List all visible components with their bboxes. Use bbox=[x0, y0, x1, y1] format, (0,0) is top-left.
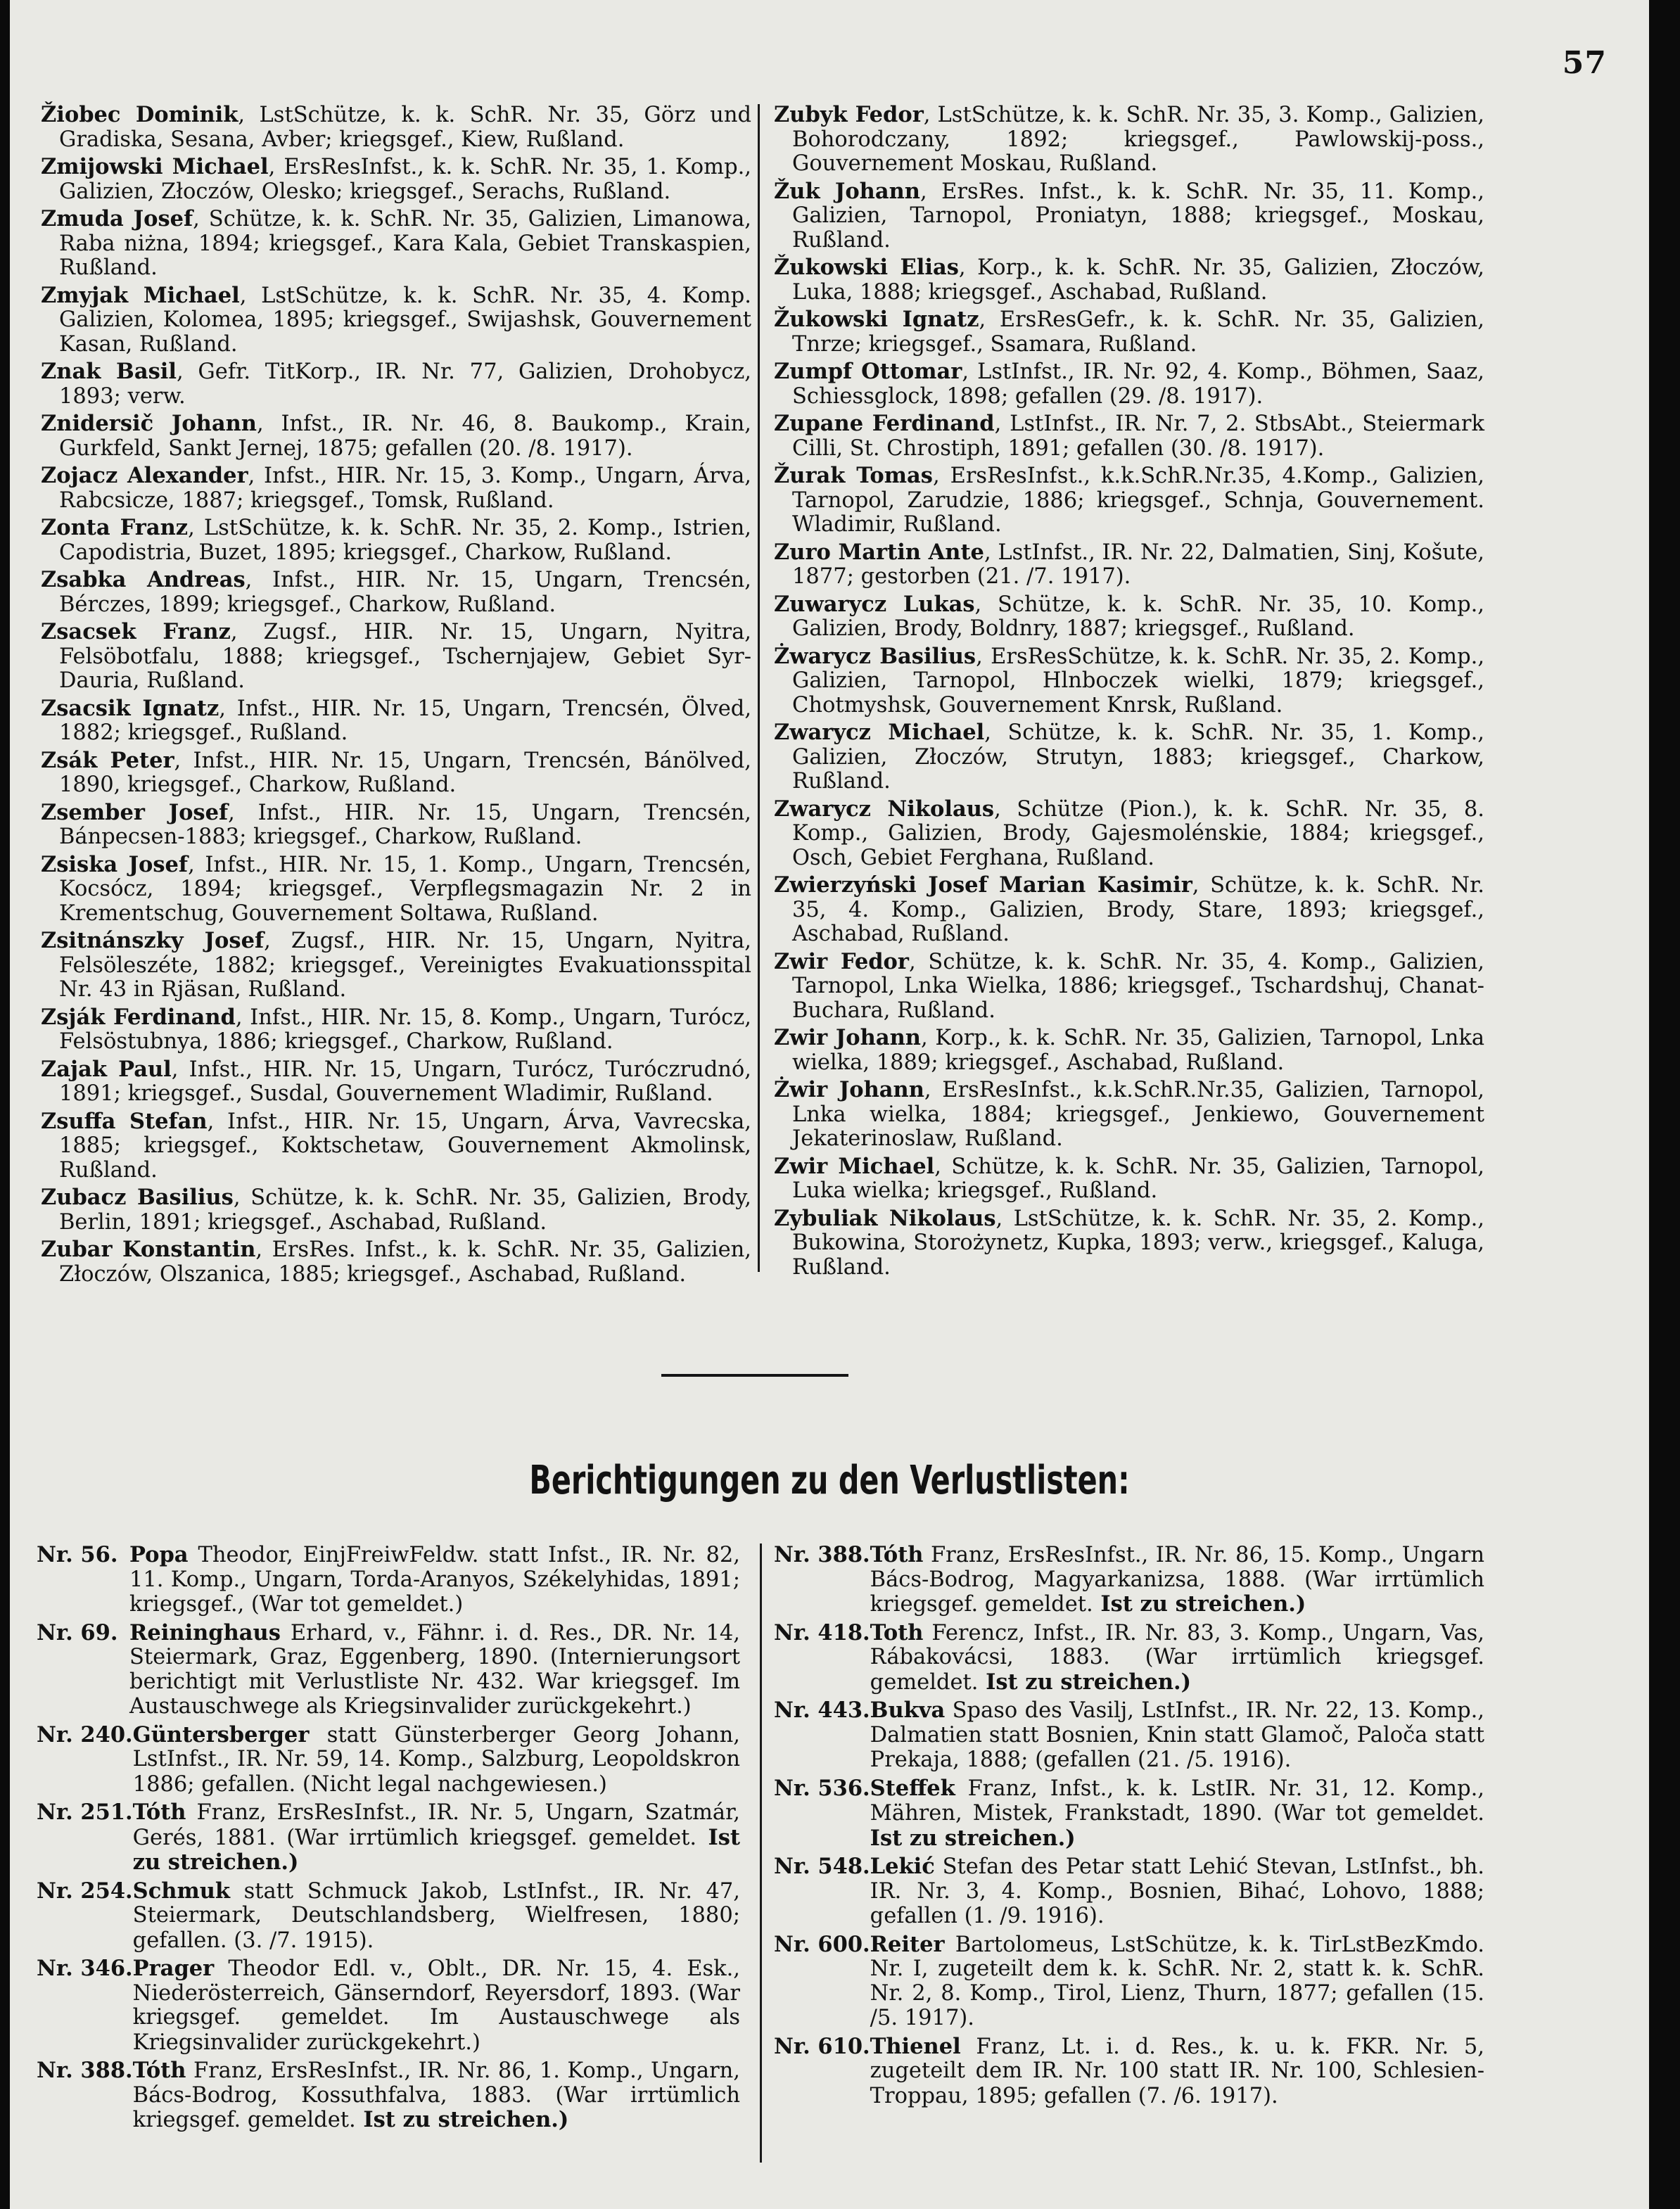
casualty-entry bbox=[41, 1109, 751, 1183]
entry-name: Zsember Josef bbox=[41, 799, 229, 825]
correction-list-number: Nr. 346. bbox=[37, 1956, 133, 1981]
correction-details: Franz, ErsResInfst., IR. Nr. 86, 15. Komp., Ungarn Bács-Bodrog, Magyarkanizsa, 1888. (War irrtümlich kriegsgef. gemeldet. bbox=[870, 1543, 1484, 1617]
correction-name: Lekić bbox=[870, 1854, 935, 1879]
entry-name: Žukowski Ignatz bbox=[774, 307, 979, 332]
correction-name: Steffek bbox=[870, 1775, 955, 1801]
correction-entry bbox=[774, 2035, 1484, 2109]
casualty-entry bbox=[774, 644, 1484, 718]
casualty-entry bbox=[774, 592, 1484, 642]
casualty-entry bbox=[774, 103, 1484, 177]
entry-name: Żwir Johann bbox=[774, 1077, 924, 1102]
correction-details: Bartolomeus, LstSchütze, k. k. TirLstBezKmdo. Nr. I, zugeteilt dem k. k. SchR. Nr. 2, statt k. k. SchR. Nr. 2, 8. Komp., Tirol, Lienz, Thurn, 1877; gefallen (15. /5. 1917). bbox=[870, 1932, 1484, 2030]
correction-details: Franz, ErsResInfst., IR. Nr. 5, Ungarn, Szatmár, Gerés, 1881. (War irrtümlich kriegsgef. gemeldet. bbox=[132, 1800, 740, 1850]
casualty-entry bbox=[41, 749, 751, 798]
entry-name: Zojacz Alexander bbox=[41, 463, 248, 488]
entry-name: Zsuffa Stefan bbox=[41, 1108, 208, 1134]
corrections-left-column bbox=[37, 1543, 740, 2137]
entry-details: , Schütze, k. k. SchR. Nr. 35, 1. Komp., Galizien, Złoczów, Strutyn, 1883; kriegsgef., Charkow, Rußland. bbox=[792, 720, 1485, 794]
entry-details: , Infst., HIR. Nr. 15, 8. Komp., Ungarn, Turócz, Felsöstubnya, 1886; kriegsgef., Charkow, Rußland. bbox=[59, 1005, 751, 1054]
correction-details: Franz, Lt. i. d. Res., k. u. k. FKR. Nr. 5, zugeteilt dem IR. Nr. 100 statt IR. Nr. 100, Schlesien-Troppau, 1895; gefallen (7. /6. 1917). bbox=[870, 2034, 1484, 2108]
correction-list-number: Nr. 388. bbox=[774, 1542, 870, 1567]
casualty-entry bbox=[41, 359, 751, 409]
casualty-entry bbox=[774, 359, 1484, 409]
correction-entry bbox=[774, 1933, 1484, 2031]
entry-name: Zubyk Fedor bbox=[774, 102, 924, 127]
correction-name: Thienel bbox=[870, 2033, 961, 2059]
correction-body bbox=[870, 1854, 1484, 1929]
entry-name: Zsacsik Ignatz bbox=[41, 695, 219, 721]
entry-name: Zonta Franz bbox=[41, 515, 189, 540]
correction-entry bbox=[37, 1543, 740, 1617]
correction-list-number: Nr. 240. bbox=[37, 1721, 133, 1748]
entry-name: Znak Basil bbox=[41, 359, 177, 384]
correction-name: Prager bbox=[132, 1956, 215, 1981]
entry-name: Zmyjak Michael bbox=[41, 282, 240, 308]
casualty-entry bbox=[774, 179, 1484, 253]
correction-name: Bukva bbox=[870, 1698, 946, 1723]
casualty-entry bbox=[41, 516, 751, 565]
correction-details: Erhard, v., Fähnr. i. d. Res., DR. Nr. 14, Steiermark, Graz, Eggenberg, 1890. (Internierungsort berichtigt mit Verlustliste Nr. 432. War kriegsgef. Im Austauschwege als Kriegsinvalider zurückgekehrt.) bbox=[129, 1620, 740, 1719]
correction-note: Ist zu streichen.) bbox=[355, 2107, 569, 2132]
entry-name: Zsják Ferdinand bbox=[41, 1004, 236, 1030]
correction-entry bbox=[774, 1621, 1484, 1695]
correction-body bbox=[129, 1543, 740, 1617]
corrections-right-column bbox=[774, 1543, 1484, 2112]
casualty-entry bbox=[41, 103, 751, 152]
entry-details: , LstInfst., IR. Nr. 92, 4. Komp., Böhmen, Saaz, Schiessglock, 1898; gefallen (29. /8. 1917). bbox=[792, 359, 1484, 409]
entry-details: , Infst., HIR. Nr. 15, 3. Komp., Ungarn, Árva, Rabcsicze, 1887; kriegsgef., Tomsk, Rußland. bbox=[59, 464, 751, 513]
entry-name: Zwir Johann bbox=[774, 1025, 921, 1050]
entry-details: , Infst., HIR. Nr. 15, Ungarn, Trencsén, Bérczes, 1899; kriegsgef., Charkow, Rußland. bbox=[59, 568, 751, 617]
correction-body bbox=[870, 2035, 1484, 2109]
entry-details: , Infst., HIR. Nr. 15, Ungarn, Turócz, Turóczrudnó, 1891; kriegsgef., Susdal, Gouvernement Wladimir, Rußland. bbox=[59, 1057, 751, 1106]
correction-name: Popa bbox=[129, 1542, 189, 1567]
entry-details: , Gefr. TitKorp., IR. Nr. 77, Galizien, Drohobycz, 1893; verw. bbox=[59, 359, 752, 409]
correction-body bbox=[133, 1879, 740, 1954]
correction-name: Schmuk bbox=[132, 1878, 231, 1904]
correction-name: Tóth bbox=[870, 1542, 924, 1567]
correction-note: Ist zu streichen.) bbox=[978, 1669, 1192, 1695]
entry-name: Żwarycz Basilius bbox=[774, 643, 976, 669]
entry-details: , Infst., HIR. Nr. 15, Ungarn, Trencsén, Ölved, 1882; kriegsgef., Rußland. bbox=[59, 696, 752, 745]
correction-list-number: Nr. 388. bbox=[37, 2058, 133, 2083]
casualty-entry bbox=[774, 412, 1484, 461]
corrections-column-divider bbox=[760, 1543, 762, 2163]
entry-details: , Infst., HIR. Nr. 15, 1. Komp., Ungarn, Trencsén, Kocsócz, 1894; kriegsgef., Verpflegsmagazin Nr. 2 in Krementschug, Gouvernement Soltawa, Rußland. bbox=[59, 852, 751, 926]
correction-list-number: Nr. 418. bbox=[774, 1619, 870, 1645]
correction-entry bbox=[774, 1543, 1484, 1617]
correction-entry bbox=[37, 1621, 740, 1719]
section-title: Berichtigungen zu den Verlustlisten: bbox=[529, 1458, 1130, 1503]
correction-body bbox=[870, 1621, 1484, 1695]
entry-name: Zybuliak Nikolaus bbox=[774, 1205, 996, 1231]
casualty-entry bbox=[41, 412, 751, 461]
entry-details: , Korp., k. k. SchR. Nr. 35, Galizien, Tarnopol, Lnka wielka, 1889; kriegsgef., Aschabad, Rußland. bbox=[792, 1026, 1485, 1075]
correction-entry bbox=[37, 2058, 740, 2133]
correction-entry bbox=[37, 1723, 740, 1797]
entry-details: , ErsResGefr., k. k. SchR. Nr. 35, Galizien, Tnrze; kriegsgef., Ssamara, Rußland. bbox=[792, 307, 1484, 357]
entry-name: Žuk Johann bbox=[774, 178, 920, 204]
document-page bbox=[10, 0, 1649, 2209]
casualty-entry bbox=[41, 1057, 751, 1107]
casualty-entry bbox=[41, 801, 751, 850]
correction-name: Tóth bbox=[132, 1800, 186, 1825]
correction-details: statt Schmuck Jakob, LstInfst., IR. Nr. 47, Steiermark, Deutschlandsberg, Wielfresen, 1880; gefallen. (3. /7. 1915). bbox=[132, 1878, 740, 1953]
entry-name: Zwarycz Nikolaus bbox=[774, 796, 995, 822]
correction-note: Ist zu streichen.) bbox=[1093, 1591, 1306, 1617]
entry-details: , Schütze, k. k. SchR. Nr. 35, 4. Komp., Galizien, Brody, Stare, 1893; kriegsgef., Aschabad, Rußland. bbox=[792, 873, 1485, 946]
entry-name: Zuro Martin Ante bbox=[774, 539, 984, 565]
entry-details: , Infst., HIR. Nr. 15, Ungarn, Trencsén, Bánpecsen-1883; kriegsgef., Charkow, Rußland. bbox=[59, 800, 751, 849]
entry-name: Zsák Peter bbox=[41, 747, 174, 773]
entry-name: Zajak Paul bbox=[41, 1056, 172, 1082]
casualty-entry bbox=[41, 1185, 751, 1235]
correction-list-number: Nr. 69. bbox=[37, 1619, 118, 1645]
correction-body bbox=[870, 1776, 1484, 1852]
entry-details: , Zugsf., HIR. Nr. 15, Ungarn, Nyitra, Felsöbotfalu, 1888; kriegsgef., Tschernjajew, Gebiet Syr-Dauria, Rußland. bbox=[59, 620, 751, 693]
casualty-entry bbox=[41, 155, 751, 204]
correction-entry bbox=[774, 1854, 1484, 1929]
correction-list-number: Nr. 56. bbox=[37, 1542, 118, 1567]
entry-details: , ErsResInfst., k. k. SchR. Nr. 35, 1. Komp., Galizien, Złoczów, Olesko; kriegsgef., Serachs, Rußland. bbox=[59, 155, 751, 204]
correction-list-number: Nr. 600. bbox=[774, 1931, 870, 1957]
correction-details: Ferencz, Infst., IR. Nr. 83, 3. Komp., Ungarn, Vas, Rábakovácsi, 1883. (War irrtümlich kriegsgef. gemeldet. bbox=[870, 1620, 1484, 1695]
casualty-entry bbox=[774, 950, 1484, 1024]
correction-note: Ist zu streichen.) bbox=[132, 1824, 740, 1875]
entry-details: , Infst., HIR. Nr. 15, Ungarn, Trencsén, Bánölved, 1890, kriegsgef., Charkow, Rußland. bbox=[59, 748, 751, 797]
correction-note: Ist zu streichen.) bbox=[870, 1825, 1076, 1851]
casualty-entry bbox=[774, 307, 1484, 357]
entry-details: , LstSchütze, k. k. SchR. Nr. 35, Görz und Gradiska, Sesana, Avber; kriegsgef., Kiew, Rußland. bbox=[59, 103, 751, 152]
correction-name: Reininghaus bbox=[129, 1619, 281, 1645]
section-separator-rule bbox=[661, 1374, 848, 1377]
entry-name: Žurak Tomas bbox=[774, 463, 933, 488]
casualty-entry bbox=[41, 207, 751, 281]
correction-body bbox=[133, 1956, 740, 2055]
entry-details: , Korp., k. k. SchR. Nr. 35, Galizien, Złoczów, Luka, 1888; kriegsgef., Aschabad, Rußland. bbox=[792, 255, 1484, 305]
casualty-entry bbox=[774, 540, 1484, 590]
correction-entry bbox=[37, 1879, 740, 1954]
page-number: 57 bbox=[1562, 45, 1607, 81]
casualty-entry bbox=[774, 1207, 1484, 1280]
casualty-entry bbox=[41, 464, 751, 513]
casualty-entry bbox=[41, 929, 751, 1002]
entry-details: , ErsResSchütze, k. k. SchR. Nr. 35, 2. Komp., Galizien, Tarnopol, Hlnboczek wielki, 1879; kriegsgef., Chotmyshsk, Gouvernement Knrsk, Rußland. bbox=[792, 644, 1485, 718]
casualty-entry bbox=[41, 696, 751, 746]
casualty-entry bbox=[774, 255, 1484, 305]
entry-details: , LstInfst., IR. Nr. 7, 2. StbsAbt., Steiermark Cilli, St. Chrostiph, 1891; gefallen (30. /8. 1917). bbox=[792, 412, 1484, 461]
casualty-entry bbox=[774, 873, 1484, 947]
casualty-entry bbox=[774, 797, 1484, 871]
correction-body bbox=[133, 1800, 740, 1876]
entry-details: , LstSchütze, k. k. SchR. Nr. 35, 3. Komp., Galizien, Bohorodczany, 1892; kriegsgef., Pawlowskij-poss., Gouvernement Moskau, Rußland. bbox=[792, 103, 1484, 176]
entry-name: Zwir Fedor bbox=[774, 948, 909, 974]
entry-name: Znidersič Johann bbox=[41, 411, 257, 436]
entry-name: Zwierzyński Josef Marian Kasimir bbox=[774, 872, 1192, 898]
correction-details: Theodor Edl. v., Oblt., DR. Nr. 15, 4. Esk., Niederösterreich, Gänserndorf, Reyersdorf, 1893. (War kriegsgef. gemeldet. Im Austauschwege als Kriegsinvalider zurückgekehrt.) bbox=[132, 1956, 740, 2055]
entry-name: Zmuda Josef bbox=[41, 206, 193, 231]
entry-details: , Schütze, k. k. SchR. Nr. 35, Galizien, Tarnopol, Luka wielka; kriegsgef., Rußland. bbox=[792, 1154, 1484, 1203]
entry-details: , LstSchütze, k. k. SchR. Nr. 35, 2. Komp., Istrien, Capodistria, Buzet, 1895; kriegsgef., Charkow, Rußland. bbox=[59, 516, 752, 565]
casualty-entry bbox=[41, 284, 751, 357]
casualty-entry bbox=[41, 1237, 751, 1287]
correction-list-number: Nr. 536. bbox=[774, 1775, 870, 1801]
entry-details: , LstSchütze, k. k. SchR. Nr. 35, 2. Komp., Bukowina, Storożynetz, Kupka, 1893; verw., kriegsgef., Kaluga, Rußland. bbox=[792, 1206, 1485, 1280]
casualty-list-left-column bbox=[41, 103, 751, 1290]
correction-body bbox=[870, 1543, 1484, 1617]
correction-entry bbox=[774, 1698, 1484, 1773]
correction-body bbox=[129, 1621, 740, 1719]
entry-name: Zsacsek Franz bbox=[41, 619, 231, 644]
correction-details: Theodor, EinjFreiwFeldw. statt Infst., IR. Nr. 82, 11. Komp., Ungarn, Torda-Aranyos, Székelyhidas, 1891; kriegsgef., (War tot gemeldet.) bbox=[129, 1543, 740, 1617]
correction-body bbox=[870, 1698, 1484, 1773]
entry-details: , Schütze, k. k. SchR. Nr. 35, Galizien, Brody, Berlin, 1891; kriegsgef., Aschabad, Rußland. bbox=[59, 1185, 751, 1235]
correction-name: Güntersberger bbox=[132, 1721, 310, 1748]
entry-details: , Zugsf., HIR. Nr. 15, Ungarn, Nyitra, Felsöleszéte, 1882; kriegsgef., Vereinigtes Evakuationsspital Nr. 43 in Rjäsan, Rußland. bbox=[59, 929, 751, 1002]
correction-list-number: Nr. 443. bbox=[774, 1698, 870, 1723]
casualty-entry bbox=[774, 1026, 1484, 1075]
entry-details: , ErsResInfst., k.k.SchR.Nr.35, 4.Komp., Galizien, Tarnopol, Zarudzie, 1886; kriegsgef., Schnja, Gouvernement. Wladimir, Rußland. bbox=[792, 464, 1484, 537]
correction-list-number: Nr. 548. bbox=[774, 1854, 870, 1879]
correction-name: Reiter bbox=[870, 1931, 945, 1957]
entry-name: Zsiska Josef bbox=[41, 851, 189, 877]
correction-body bbox=[133, 2058, 740, 2133]
entry-details: , ErsResInfst., k.k.SchR.Nr.35, Galizien, Tarnopol, Lnka wielka, 1884; kriegsgef., Jenkiewo, Gouvernement Jekaterinoslaw, Rußland. bbox=[792, 1078, 1484, 1151]
casualty-entry bbox=[774, 1154, 1484, 1204]
casualty-list-right-column bbox=[774, 103, 1484, 1282]
casualty-entry bbox=[41, 620, 751, 694]
casualty-entry bbox=[774, 1078, 1484, 1152]
casualty-entry bbox=[41, 568, 751, 617]
entry-details: , Infst., IR. Nr. 46, 8. Baukomp., Krain, Gurkfeld, Sankt Jernej, 1875; gefallen (20. /8. 1917). bbox=[59, 412, 752, 461]
entry-name: Zmijowski Michael bbox=[41, 154, 269, 179]
casualty-entry bbox=[41, 1005, 751, 1055]
entry-details: , LstSchütze, k. k. SchR. Nr. 35, 4. Komp. Galizien, Kolomea, 1895; kriegsgef., Swijashsk, Gouvernement Kasan, Rußland. bbox=[59, 283, 751, 357]
correction-details: Franz, Infst., k. k. LstIR. Nr. 31, 12. Komp., Mähren, Mistek, Frankstadt, 1890. (War tot gemeldet. bbox=[870, 1776, 1484, 1826]
entry-name: Zupane Ferdinand bbox=[774, 411, 995, 436]
correction-details: Franz, ErsResInfst., IR. Nr. 86, 1. Komp., Ungarn, Bács-Bodrog, Kossuthfalva, 1883. (War irrtümlich kriegsgef. gemeldet. bbox=[132, 2058, 740, 2132]
entry-name: Zwarycz Michael bbox=[774, 720, 985, 745]
correction-details: Stefan des Petar statt Lehić Stevan, LstInfst., bh. IR. Nr. 3, 4. Komp., Bosnien, Bihać, Lohovo, 1888; gefallen (1. /9. 1916). bbox=[870, 1854, 1484, 1928]
column-divider bbox=[758, 104, 760, 1272]
entry-name: Žiobec Dominik bbox=[41, 102, 238, 127]
entry-name: Zubacz Basilius bbox=[41, 1185, 234, 1210]
entry-name: Zubar Konstantin bbox=[41, 1237, 256, 1262]
entry-details: , Schütze, k. k. SchR. Nr. 35, Galizien, Limanowa, Raba niżna, 1894; kriegsgef., Kara Kala, Gebiet Transkaspien, Rußland. bbox=[59, 207, 751, 280]
entry-details: , Schütze (Pion.), k. k. SchR. Nr. 35, 8. Komp., Galizien, Brody, Gajesmolénskie, 1884; kriegsgef., Osch, Gebiet Ferghana, Rußland. bbox=[792, 796, 1484, 870]
correction-body bbox=[870, 1933, 1484, 2031]
entry-name: Zsabka Andreas bbox=[41, 567, 246, 592]
correction-body bbox=[133, 1723, 740, 1797]
entry-name: Zumpf Ottomar bbox=[774, 359, 962, 384]
casualty-entry bbox=[774, 464, 1484, 537]
correction-entry bbox=[37, 1956, 740, 2055]
correction-entry bbox=[37, 1800, 740, 1876]
correction-list-number: Nr. 254. bbox=[37, 1878, 133, 1904]
correction-name: Toth bbox=[870, 1619, 924, 1645]
entry-name: Žukowski Elias bbox=[774, 255, 959, 280]
correction-list-number: Nr. 251. bbox=[37, 1800, 133, 1825]
entry-details: , Schütze, k. k. SchR. Nr. 35, 4. Komp., Galizien, Tarnopol, Lnka Wielka, 1886; kriegsgef., Tschardshuj, Chanat-Buchara, Rußland. bbox=[792, 949, 1484, 1023]
casualty-entry bbox=[41, 853, 751, 927]
correction-entry bbox=[774, 1776, 1484, 1852]
entry-details: , ErsRes. Infst., k. k. SchR. Nr. 35, Galizien, Złoczów, Olszanica, 1885; kriegsgef., Aschabad, Rußland. bbox=[59, 1237, 751, 1287]
entry-name: Zuwarycz Lukas bbox=[774, 591, 975, 617]
entry-details: , Schütze, k. k. SchR. Nr. 35, 10. Komp., Galizien, Brody, Boldnry, 1887; kriegsgef., Rußland. bbox=[792, 592, 1484, 641]
entry-details: , Infst., HIR. Nr. 15, Ungarn, Árva, Vavrecska, 1885; kriegsgef., Koktschetaw, Gouvernement Akmolinsk, Rußland. bbox=[59, 1109, 751, 1183]
entry-details: , LstInfst., IR. Nr. 22, Dalmatien, Sinj, Košute, 1877; gestorben (21. /7. 1917). bbox=[792, 540, 1484, 589]
correction-details: statt Günsterberger Georg Johann, LstInfst., IR. Nr. 59, 14. Komp., Salzburg, Leopoldskron 1886; gefallen. (Nicht legal nachgewiesen.) bbox=[132, 1722, 740, 1797]
correction-list-number: Nr. 610. bbox=[774, 2033, 870, 2059]
entry-name: Zwir Michael bbox=[774, 1153, 935, 1179]
correction-details: Spaso des Vasilj, LstInfst., IR. Nr. 22, 13. Komp., Dalmatien statt Bosnien, Knin statt Glamoč, Paloča statt Prekaja, 1888; (gefallen (21. /5. 1916). bbox=[870, 1698, 1484, 1772]
entry-name: Zsitnánszky Josef bbox=[41, 928, 265, 953]
entry-details: , ErsRes. Infst., k. k. SchR. Nr. 35, 11. Komp., Galizien, Tarnopol, Proniatyn, 1888; kriegsgef., Moskau, Rußland. bbox=[792, 179, 1484, 253]
casualty-entry bbox=[774, 720, 1484, 794]
correction-name: Tóth bbox=[132, 2058, 186, 2083]
